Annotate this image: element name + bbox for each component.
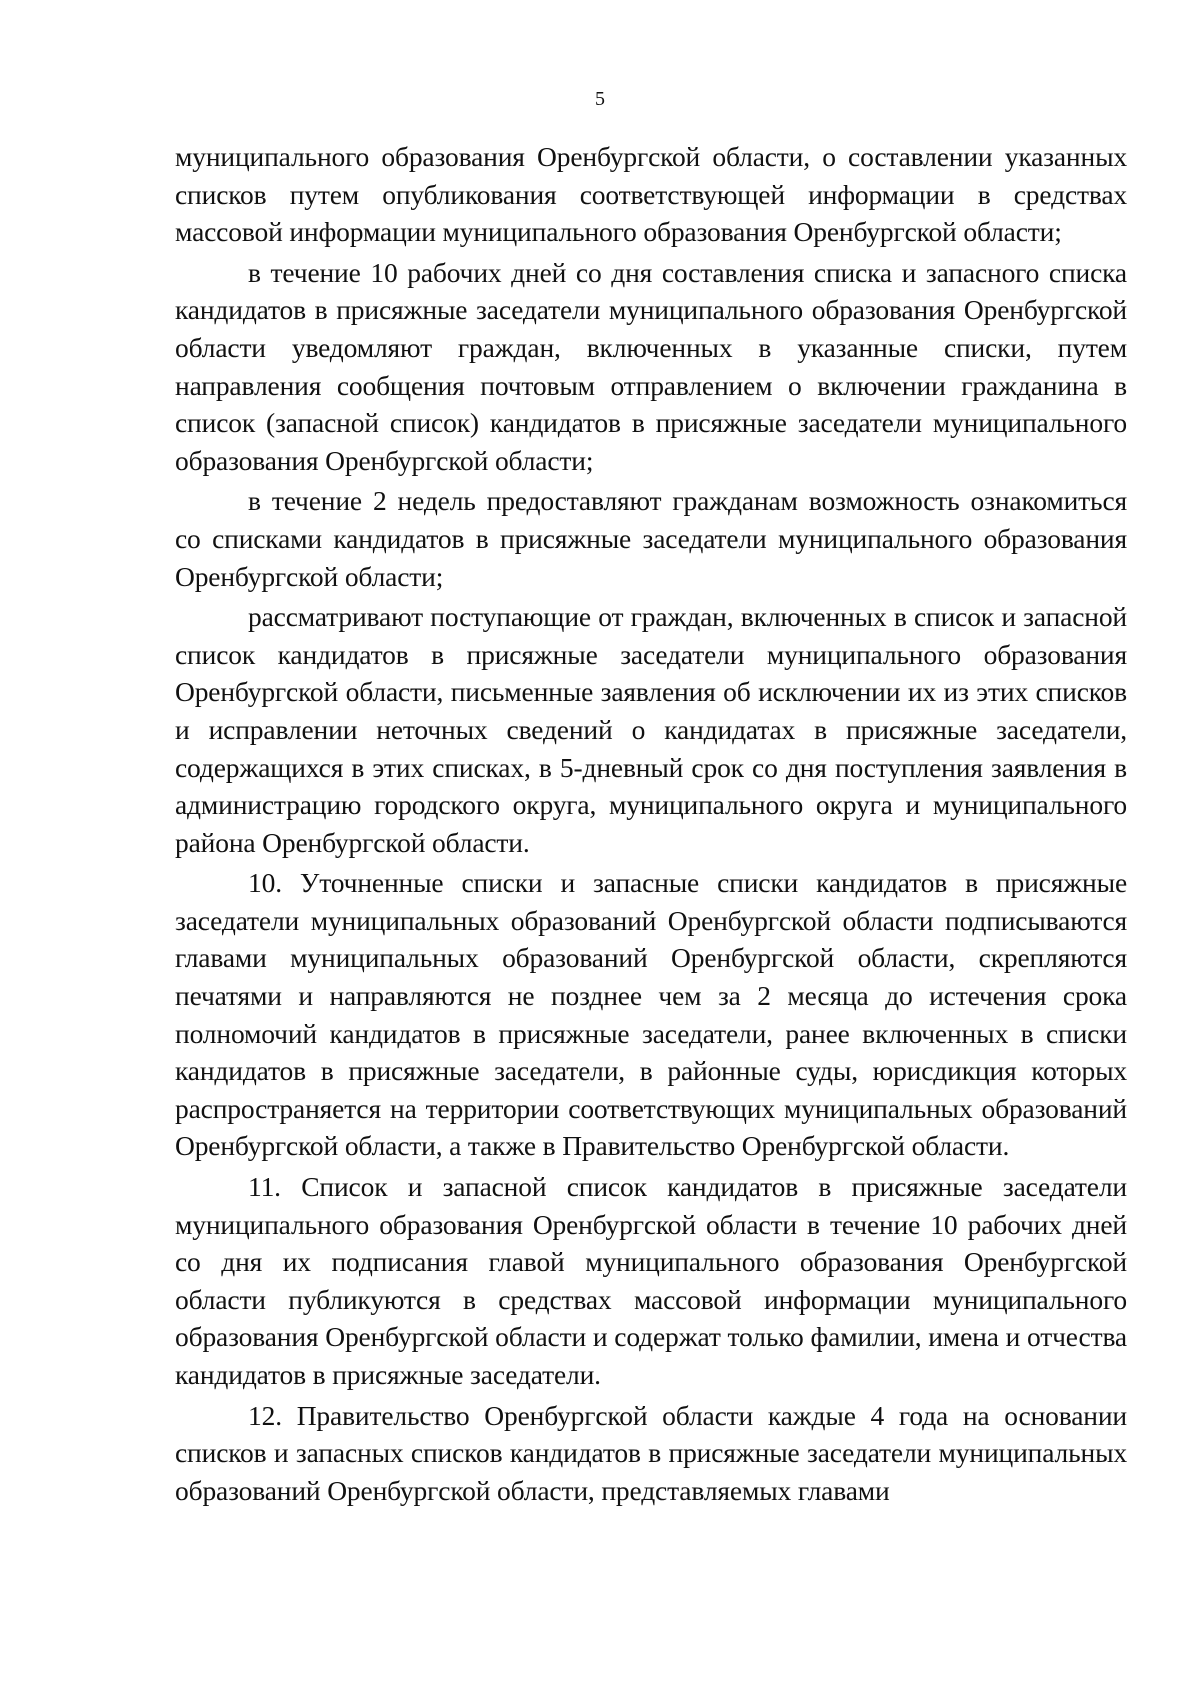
paragraph-2: в течение 10 рабочих дней со дня составления списка и запасного списка кандидатов в присяжные заседатели муниципального образования Оренбургской области уведомляют граждан, включенных в указанные списки, путем направления сообщения почтовым отправлением о включении гражданина в список (запасной список) кандидатов в присяжные заседатели муниципального образования Оренбургской области;	[175, 256, 1127, 476]
paragraph-4: рассматривают поступающие от граждан, включенных в список и запасной список кандидатов в присяжные заседатели муниципального образования Оренбургской области, письменные заявления об исключении их из этих списков и исправлении неточных сведений о кандидатах в присяжные заседатели, содержащихся в этих списках, в 5-дневный срок со дня поступления заявления в администрацию городского округа, муниципального округа и муниципального района Оренбургской области.	[175, 601, 1127, 858]
document-body	[175, 138, 1127, 1512]
paragraph-3: в течение 2 недель предоставляют гражданам возможность ознакомиться со списками кандидатов в присяжные заседатели муниципального образования Оренбургской области;	[175, 485, 1127, 592]
page-number: 5	[595, 88, 605, 110]
paragraph-item-10: 10. Уточненные списки и запасные списки кандидатов в присяжные заседатели муниципальных образований Оренбургской области подписываются главами муниципальных образований Оренбургской области, скрепляются печатями и направляются не позднее чем за 2 месяца до истечения срока полномочий кандидатов в присяжные заседатели, ранее включенных в списки кандидатов в присяжные заседатели, в районные суды, юрисдикция которых распространяется на территории соответствующих муниципальных образований Оренбургской области, а также в Правительство Оренбургской области.	[175, 867, 1127, 1162]
paragraph-item-12: 12. Правительство Оренбургской области каждые 4 года на основании списков и запасных списков кандидатов в присяжные заседатели муниципальных образований Оренбургской области, представляемых главами	[175, 1399, 1127, 1506]
paragraph-1: муниципального образования Оренбургской области, о составлении указанных списков путем опубликования соответствующей информации в средствах массовой информации муниципального образования Оренбургской области;	[175, 141, 1127, 248]
paragraph-item-11: 11. Список и запасной список кандидатов в присяжные заседатели муниципального образования Оренбургской области в течение 10 рабочих дней со дня их подписания главой муниципального образования Оренбургской области публикуются в средствах массовой информации муниципального образования Оренбургской области и содержат только фамилии, имена и отчества кандидатов в присяжные заседатели.	[175, 1171, 1127, 1390]
